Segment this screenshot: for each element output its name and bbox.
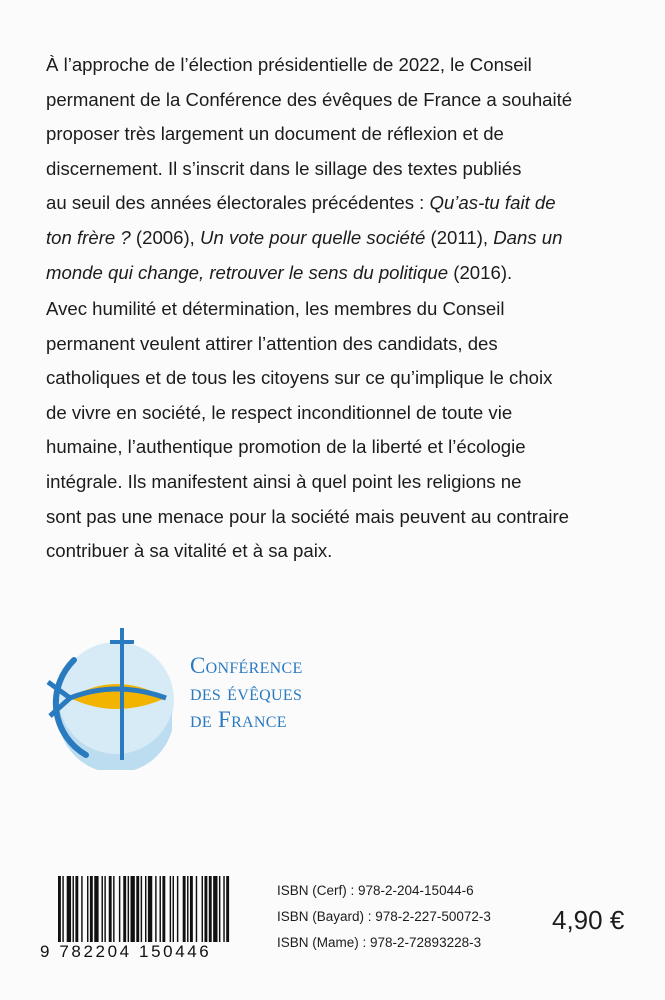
barcode-bar: [160, 876, 161, 942]
org-name-line: de France: [190, 707, 287, 732]
org-name-line: Conférence: [190, 653, 303, 678]
barcode-bar: [136, 876, 139, 942]
barcode-bar: [131, 876, 135, 942]
title-italic: monde qui change, retrouver le sens du politique: [46, 261, 449, 283]
text-line: discernement. Il s’inscrit dans le sillage des textes publiés: [46, 157, 522, 179]
text-line: (2006),: [130, 226, 201, 248]
barcode-bar: [75, 876, 78, 942]
barcode-bar: [73, 876, 74, 942]
title-italic: Qu’as-tu fait de: [429, 192, 556, 214]
text-line: sont pas une menace pour la société mais peuvent au contraire: [46, 505, 570, 527]
org-name-line: des évêques: [190, 680, 303, 705]
isbn-list: [277, 878, 491, 956]
barcode-bar: [123, 876, 126, 942]
cross-fish-emblem-icon: [46, 620, 186, 770]
barcode-bar: [226, 876, 229, 942]
isbn-mame: ISBN (Mame) : 978-2-72893228-3: [277, 935, 482, 950]
barcode-bar: [104, 876, 105, 942]
text-line: de vivre en société, le respect inconditionnel de toute vie: [46, 401, 513, 423]
barcode-bar: [187, 876, 188, 942]
barcode-bar: [202, 876, 203, 942]
text-line: (2011),: [425, 226, 494, 248]
text-line: contribuer à sa vitalité et à sa paix.: [46, 540, 333, 562]
paragraph-intro: [46, 48, 631, 290]
barcode-bar: [170, 876, 171, 942]
barcode-bar: [102, 876, 103, 942]
text-line: permanent veulent attirer l’attention des candidats, des: [46, 332, 498, 354]
barcode-digits: 9 782204 150446: [40, 942, 212, 961]
price: 4,90 €: [552, 905, 625, 935]
text-line: intégrale. Ils manifestent ainsi à quel point les religions ne: [46, 470, 522, 492]
text-line: catholiques et de tous les citoyens sur ce qu’implique le choix: [46, 367, 553, 389]
barcode-bar: [190, 876, 193, 942]
barcode-bar: [58, 876, 61, 942]
text-line: au seuil des années électorales précédentes :: [46, 192, 430, 214]
barcode-bar: [223, 876, 224, 942]
cef-logo: [46, 620, 366, 770]
barcode-bar: [196, 876, 197, 942]
isbn-cerf: ISBN (Cerf) : 978-2-204-15044-6: [277, 883, 474, 898]
isbn-bayard: ISBN (Bayard) : 978-2-227-50072-3: [277, 909, 491, 924]
barcode-bar: [183, 876, 186, 942]
barcode-bar: [219, 876, 220, 942]
barcode-bar: [213, 876, 217, 942]
paragraph-purpose: [46, 292, 631, 569]
text-line: permanent de la Conférence des évêques de France a souhaité: [46, 88, 573, 110]
barcode-bar: [141, 876, 142, 942]
barcode-bar: [155, 876, 156, 942]
text-line: (2016).: [448, 261, 513, 283]
barcode-bar: [204, 876, 207, 942]
title-italic: Dans un: [493, 226, 563, 248]
text-line: proposer très largement un document de réflexion et de: [46, 123, 504, 145]
barcode-bar: [177, 876, 178, 942]
barcode-bar: [90, 876, 93, 942]
barcode-bar: [209, 876, 212, 942]
barcode-bar: [119, 876, 120, 942]
text-line: humaine, l’authentique promotion de la liberté et l’écologie: [46, 436, 526, 458]
barcode-bar: [173, 876, 174, 942]
barcode-bar: [87, 876, 88, 942]
barcode-bar: [94, 876, 98, 942]
title-italic: Un vote pour quelle société: [200, 226, 426, 248]
org-name: [190, 652, 370, 733]
barcode-bar: [145, 876, 146, 942]
barcode-bar: [62, 876, 63, 942]
text-line: À l’approche de l’élection présidentielle de 2022, le Conseil: [46, 54, 532, 75]
barcode-bar: [128, 876, 129, 942]
title-italic: ton frère ?: [46, 226, 131, 248]
barcode-bar: [67, 876, 71, 942]
barcode-bar: [109, 876, 112, 942]
barcode-bar: [113, 876, 114, 942]
barcode-bar: [81, 876, 82, 942]
barcode: [40, 876, 260, 966]
barcode-bar: [148, 876, 152, 942]
text-line: Avec humilité et détermination, les membres du Conseil: [46, 298, 505, 319]
barcode-icon: [40, 876, 260, 944]
barcode-bar: [162, 876, 165, 942]
